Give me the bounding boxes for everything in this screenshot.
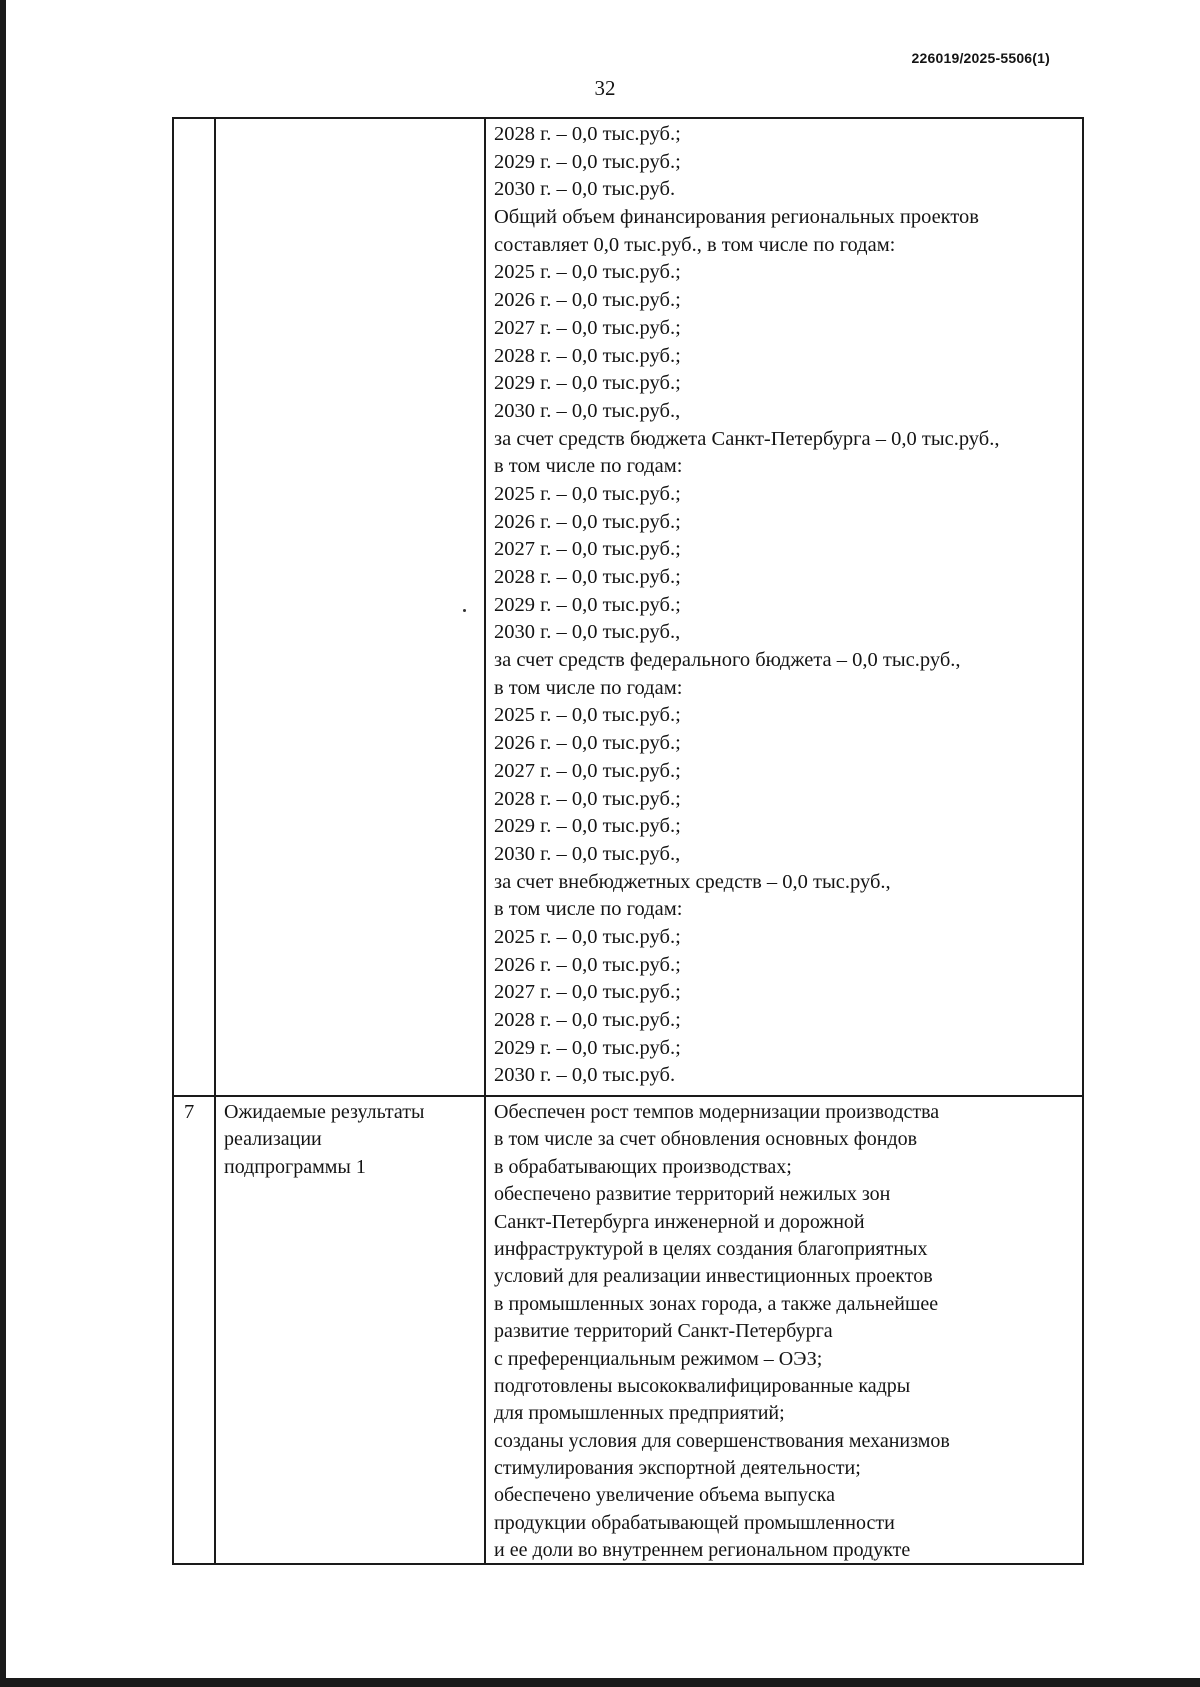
row-divider — [174, 1095, 1082, 1097]
list-item: обеспечено развитие территорий нежилых зон — [494, 1183, 891, 1206]
list-item: 2030 г. – 0,0 тыс.руб., — [494, 399, 681, 422]
list-item: созданы условия для совершенствования механизмов — [494, 1429, 950, 1452]
list-item: 2028 г. – 0,0 тыс.руб.; — [494, 344, 681, 367]
list-item: Общий объем финансирования региональных проектов — [494, 206, 979, 229]
row-label-line: Ожидаемые результаты — [224, 1101, 425, 1123]
list-item: за счет средств федерального бюджета – 0,0 тыс.руб., — [494, 649, 961, 672]
list-item: стимулирования экспортной деятельности; — [494, 1457, 861, 1480]
list-item: для промышленных предприятий; — [494, 1402, 785, 1425]
list-item: 2029 г. – 0,0 тыс.руб.; — [494, 1036, 681, 1059]
list-item: 2028 г. – 0,0 тыс.руб.; — [494, 566, 681, 588]
list-item: в том числе по годам: — [494, 898, 683, 921]
list-item: условий для реализации инвестиционных проектов — [494, 1265, 933, 1288]
list-item: 2027 г. – 0,0 тыс.руб.; — [494, 538, 681, 561]
list-item: в обрабатывающих производствах; — [494, 1155, 792, 1178]
list-item: 2026 г. – 0,0 тыс.руб.; — [494, 953, 681, 976]
list-item: 2025 г. – 0,0 тыс.руб.; — [494, 482, 681, 505]
list-item: и ее доли во внутреннем региональном продукте — [494, 1539, 911, 1562]
row-number: 7 — [184, 1101, 195, 1123]
list-item: в том числе по годам: — [494, 455, 683, 478]
list-item: 2029 г. – 0,0 тыс.руб.; — [494, 150, 681, 173]
list-item: 2026 г. – 0,0 тыс.руб.; — [494, 732, 681, 755]
list-item: продукции обрабатывающей промышленности — [494, 1511, 895, 1534]
list-item: обеспечено увеличение объема выпуска — [494, 1484, 836, 1507]
list-item: Санкт-Петербурга инженерной и дорожной — [494, 1210, 865, 1233]
registration-number: 226019/2025-5506(1) — [911, 50, 1050, 66]
list-item: Обеспечен рост темпов модернизации производства — [494, 1101, 940, 1123]
list-item: 2029 г. – 0,0 тыс.руб.; — [494, 593, 681, 616]
list-item: 2030 г. – 0,0 тыс.руб. — [494, 178, 676, 201]
scan-bottom-edge — [0, 1678, 1200, 1687]
row-label-line: подпрограммы 1 — [224, 1155, 366, 1178]
list-item: 2028 г. – 0,0 тыс.руб.; — [494, 123, 681, 145]
list-item: 2025 г. – 0,0 тыс.руб.; — [494, 704, 681, 727]
list-item: 2025 г. – 0,0 тыс.руб.; — [494, 925, 681, 948]
financing-lines — [494, 121, 1079, 1090]
list-item: в том числе по годам: — [494, 676, 683, 699]
list-item: 2028 г. – 0,0 тыс.руб.; — [494, 1009, 681, 1031]
list-item: 2027 г. – 0,0 тыс.руб.; — [494, 316, 681, 339]
row-label-line: реализации — [224, 1128, 322, 1151]
list-item: 2030 г. – 0,0 тыс.руб., — [494, 842, 681, 865]
results-lines — [494, 1099, 1079, 1565]
list-item: 2025 г. – 0,0 тыс.руб.; — [494, 261, 681, 284]
row-label — [224, 1099, 479, 1181]
list-item: 2027 г. – 0,0 тыс.руб.; — [494, 759, 681, 782]
list-item: 2029 г. – 0,0 тыс.руб.; — [494, 372, 681, 395]
list-item: 2026 г. – 0,0 тыс.руб.; — [494, 289, 681, 312]
list-item: инфраструктурой в целях создания благоприятных — [494, 1237, 928, 1260]
list-item: за счет средств бюджета Санкт-Петербурга – 0,0 тыс.руб., — [494, 427, 1000, 450]
scan-left-edge — [0, 0, 6, 1687]
list-item: 2026 г. – 0,0 тыс.руб.; — [494, 510, 681, 533]
list-item: с преференциальным режимом – ОЭЗ; — [494, 1347, 823, 1370]
list-item: в промышленных зонах города, а также дальнейшее — [494, 1292, 939, 1315]
list-item: развитие территорий Санкт-Петербурга — [494, 1320, 833, 1343]
scan-speck — [463, 609, 466, 612]
list-item: 2028 г. – 0,0 тыс.руб.; — [494, 787, 681, 810]
list-item: в том числе за счет обновления основных фондов — [494, 1128, 918, 1151]
page-number: 32 — [594, 76, 616, 100]
list-item: 2027 г. – 0,0 тыс.руб.; — [494, 981, 681, 1004]
list-item: 2030 г. – 0,0 тыс.руб. — [494, 1064, 676, 1087]
list-item: подготовлены высококвалифицированные кадры — [494, 1374, 911, 1397]
list-item: 2030 г. – 0,0 тыс.руб., — [494, 621, 681, 644]
column-divider-2 — [484, 119, 486, 1563]
column-divider-1 — [214, 119, 216, 1563]
list-item: составляет 0,0 тыс.руб., в том числе по годам: — [494, 233, 896, 256]
program-table — [172, 117, 1084, 1565]
list-item: 2029 г. – 0,0 тыс.руб.; — [494, 815, 681, 838]
list-item: за счет внебюджетных средств – 0,0 тыс.руб., — [494, 870, 891, 893]
